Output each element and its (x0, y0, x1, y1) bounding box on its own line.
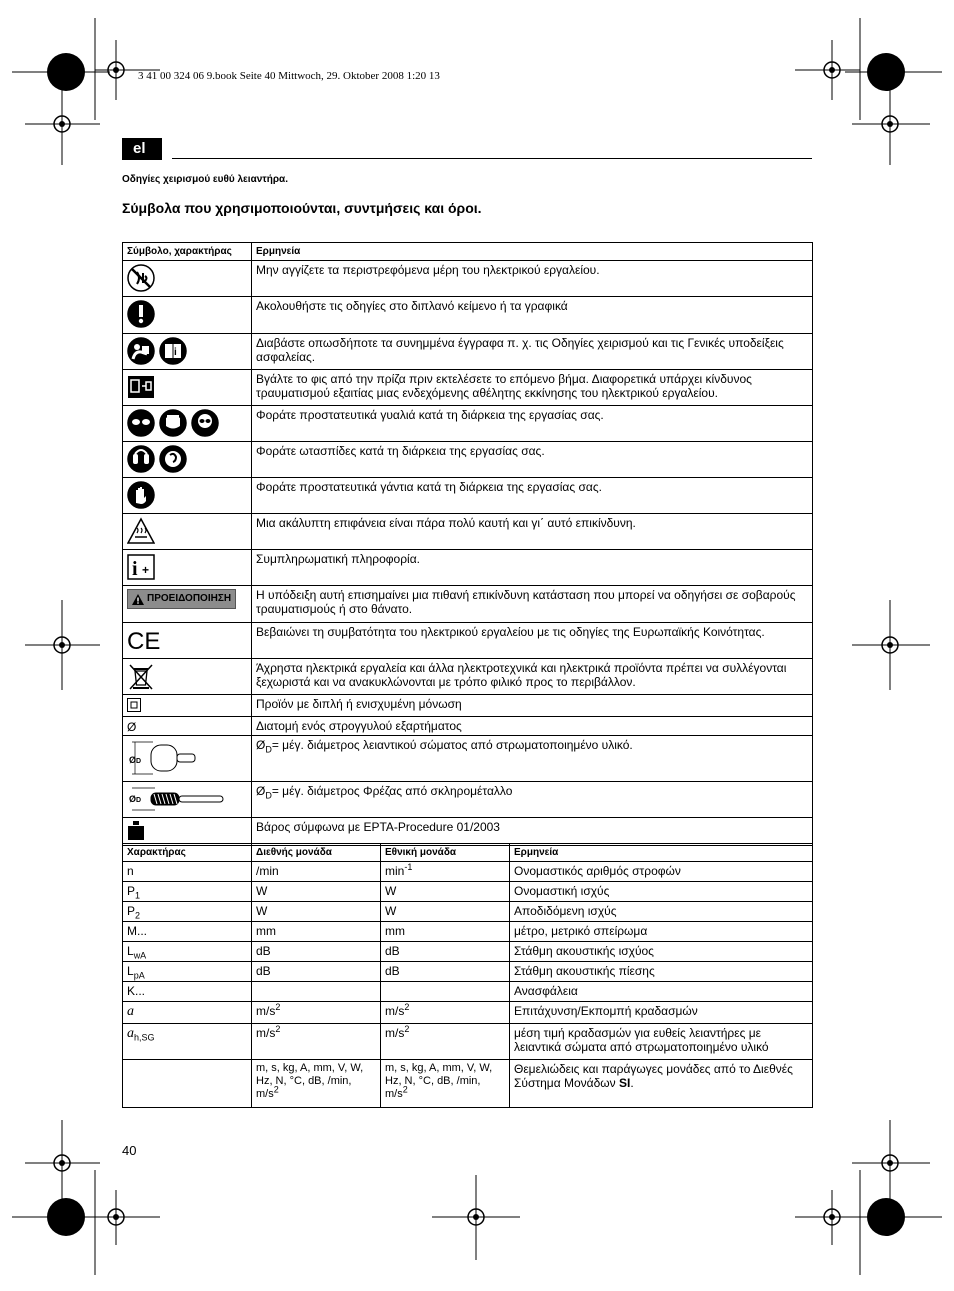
header-rule (172, 158, 812, 159)
symbol-cell (123, 586, 252, 623)
national-unit: W (385, 904, 397, 918)
meaning-text: Φοράτε προστατευτικά γάντια κατά τη διάρκεια της εργασίας σας. (256, 480, 602, 494)
intl-unit-cell (252, 882, 381, 902)
svg-text:Ø: Ø (129, 755, 137, 765)
character-symbol: P (127, 884, 136, 898)
meaning-text: μέτρο, μετρικό σπείρωμα (514, 924, 648, 938)
meaning-cell (252, 736, 813, 782)
national-unit-sup: 2 (402, 1084, 408, 1095)
national-unit-cell (381, 1060, 510, 1108)
meaning-cell (252, 695, 813, 717)
meaning-cell (510, 1024, 813, 1060)
character-cell (123, 902, 252, 922)
meaning-text: Διατομή ενός στρογγυλού εξαρτήματος (256, 719, 462, 733)
national-unit-cell (381, 1024, 510, 1060)
weight-icon (127, 821, 145, 844)
national-unit: min (385, 864, 405, 878)
meaning-cell (252, 261, 813, 297)
language-badge: el (122, 138, 162, 160)
meaning-cell (510, 942, 813, 962)
column-header-meaning: Ερμηνεία (252, 243, 813, 261)
meaning-text: = μέγ. διάμετρος λειαντικού σώματος από στρωματοποιημένο υλικό. (271, 738, 633, 752)
meaning-text: Άχρηστα ηλεκτρικά εργαλεία και άλλα ηλεκτροτεχνικά και ηλεκτρικά προϊόντα πρέπει να συλλέγονται ξεχωριστά και να ανακυκλώνονται με τρόπο φιλικό προς το περιβάλλον. (256, 661, 787, 689)
intl-unit: /min (256, 864, 279, 878)
table-row (123, 942, 813, 962)
meaning-text: Αποδιδόμενη ισχύς (514, 904, 617, 918)
intl-unit-cell (252, 942, 381, 962)
table-row (123, 882, 813, 902)
warning-triangle-icon (132, 594, 144, 605)
carbide-cutter-icon (127, 785, 227, 816)
national-unit-sup: -1 (404, 862, 413, 872)
meaning-cell (252, 442, 813, 478)
intl-unit: m, s, kg, A, mm, V, W, Hz, N, °C, dB, /min, m/s (256, 1062, 364, 1100)
meaning-cell (252, 659, 813, 695)
weee-bin-icon (127, 662, 155, 693)
symbol-cell (123, 659, 252, 695)
national-unit: dB (385, 964, 400, 978)
national-unit-cell (381, 862, 510, 882)
table-row (123, 1060, 813, 1108)
page-number: 40 (122, 1143, 137, 1158)
intl-unit: mm (256, 924, 276, 938)
meaning-text: Επιτάχυνση/Εκπομπή κραδασμών (514, 1004, 698, 1018)
meaning-cell (252, 550, 813, 586)
national-unit: m, s, kg, A, mm, V, W, Hz, N, °C, dB, /min, m/s (385, 1062, 493, 1100)
meaning-text: Στάθμη ακουστικής πίεσης (514, 964, 655, 978)
unplug-icon (127, 373, 155, 404)
national-unit-cell (381, 922, 510, 942)
symbol-cell (123, 297, 252, 334)
meaning-text: Στάθμη ακουστικής ισχύος (514, 944, 654, 958)
meaning-text: Ονομαστικός αριθμός στροφών (514, 864, 681, 878)
meaning-text: = μέγ. διάμετρος Φρέζας από σκληρομέταλλο (271, 784, 513, 798)
symbol-cell (123, 695, 252, 717)
meaning-text: Διαβάστε οπωσδήποτε τα συνημμένα έγγραφα π. χ. τις Οδηγίες χειρισμού και τις Γενικές υποδείξεις ασφαλείας. (256, 336, 784, 364)
character-symbol: K... (127, 984, 146, 998)
symbol-cell (123, 514, 252, 550)
svg-text:CE: CE (127, 628, 161, 654)
table-row (123, 1024, 813, 1060)
national-unit-sup: 2 (404, 1024, 410, 1034)
goggles-icon (127, 409, 155, 440)
grinding-body-icon (127, 739, 197, 780)
character-symbol: a (127, 1026, 134, 1041)
table-row (123, 736, 813, 782)
meaning-cell (252, 782, 813, 818)
read-manual-icon (127, 337, 155, 368)
info-plus-icon (127, 553, 155, 584)
column-header-character: Χαρακτήρας (123, 844, 252, 862)
meaning-text: Ακολουθήστε τις οδηγίες στο διπλανό κείμενο ή τα γραφικά (256, 299, 568, 313)
symbol-cell (123, 334, 252, 370)
meaning-cell (510, 922, 813, 942)
table-row (123, 1002, 813, 1024)
intl-unit-cell (252, 962, 381, 982)
column-header-symbol: Σύμβολο, χαρακτήρας (123, 243, 252, 261)
character-symbol: n (127, 864, 134, 878)
diameter-symbol: Ø (127, 720, 137, 734)
intl-unit: m/s (256, 1026, 276, 1040)
warning-label: ΠΡΟΕΙΔΟΠΟΙΗΣΗ (147, 593, 232, 604)
table-row (123, 717, 813, 736)
character-subscript: h,SG (134, 1032, 155, 1043)
national-unit: dB (385, 944, 400, 958)
symbol-cell (123, 623, 252, 659)
meaning-cell (510, 1002, 813, 1024)
national-unit-cell (381, 902, 510, 922)
character-subscript: 2 (135, 910, 141, 921)
meaning-cell (252, 717, 813, 736)
character-subscript: pA (133, 970, 145, 981)
national-unit: W (385, 884, 397, 898)
table-row (123, 406, 813, 442)
meaning-cell (510, 1060, 813, 1108)
character-cell (123, 862, 252, 882)
exclamation-icon (127, 300, 155, 331)
intl-unit-sup: 2 (275, 1024, 281, 1034)
character-symbol: L (127, 964, 134, 978)
meaning-text: Βγάλτε το φις από την πρίζα πριν εκτελέσετε το επόμενο βήμα. Διαφορετικά υπάρχει κίνδυνος τραυματισμού εξαιτίας μιας ενδεχόμενης αθέλητης εκκίνησης του ηλεκτρικού εργαλείου. (256, 372, 752, 400)
svg-text:D: D (136, 797, 142, 804)
gloves-icon (127, 481, 155, 512)
diameter-symbol: Ø (256, 784, 266, 798)
national-unit-cell (381, 882, 510, 902)
book-header-line: 3 41 00 324 06 9.book Seite 40 Mittwoch, 29. Oktober 2008 1:20 13 (138, 70, 440, 82)
symbol-cell (123, 550, 252, 586)
character-symbol: P (127, 904, 136, 918)
intl-unit-cell (252, 1060, 381, 1108)
symbol-cell (123, 736, 252, 782)
meaning-end: . (630, 1076, 634, 1090)
meaning-cell (252, 370, 813, 406)
meaning-text: Προϊόν με διπλή ή ενισχυμένη μόνωση (256, 697, 462, 711)
svg-text:Ø: Ø (129, 794, 137, 804)
symbol-cell (123, 442, 252, 478)
symbol-cell (123, 261, 252, 297)
intl-unit-sup: 2 (275, 1002, 281, 1012)
table-row (123, 659, 813, 695)
meaning-cell (252, 478, 813, 514)
book-info-icon (159, 337, 187, 368)
svg-text:i: i (132, 558, 138, 580)
table-row (123, 782, 813, 818)
ear-protection-icon (159, 445, 187, 476)
national-unit: m/s (385, 1004, 405, 1018)
character-cell (123, 922, 252, 942)
diameter-subscript: D (265, 790, 272, 801)
symbol-cell (123, 782, 252, 818)
intl-unit-cell (252, 1002, 381, 1024)
table-row (123, 586, 813, 623)
intl-unit: dB (256, 964, 271, 978)
meaning-text: Βεβαιώνει τη συμβατότητα του ηλεκτρικού εργαλείου με τις οδηγίες της Ευρωπαϊκής Κοινότητας. (256, 625, 765, 639)
intl-unit-cell (252, 922, 381, 942)
table-row (123, 478, 813, 514)
intl-unit: W (256, 904, 268, 918)
meaning-cell (252, 586, 813, 623)
ce-mark-icon (127, 626, 161, 657)
table-row (123, 962, 813, 982)
column-header-intl-unit: Διεθνής μονάδα (252, 844, 381, 862)
national-unit-cell (381, 962, 510, 982)
table-row (123, 922, 813, 942)
character-cell (123, 982, 252, 1002)
national-unit-cell (381, 982, 510, 1002)
meaning-cell (252, 818, 813, 846)
table-row (123, 550, 813, 586)
hot-surface-icon (127, 517, 155, 548)
table-row (123, 695, 813, 717)
meaning-cell (510, 902, 813, 922)
no-touch-rotating-icon (127, 264, 155, 295)
table-row (123, 862, 813, 882)
table-row (123, 370, 813, 406)
meaning-cell (252, 623, 813, 659)
table-row (123, 818, 813, 846)
intl-unit-sup: 2 (273, 1084, 279, 1095)
character-symbol: a (127, 1004, 134, 1019)
table-header-row (123, 844, 813, 862)
meaning-text: μέση τιμή κραδασμών για ευθείς λειαντήρες με λειαντικά σώματα από στρωματοποιημένο υλικό (514, 1026, 769, 1054)
svg-text:+: + (142, 563, 150, 577)
intl-unit-cell (252, 982, 381, 1002)
character-cell (123, 1002, 252, 1024)
si-abbrev: SI (619, 1076, 631, 1090)
meaning-text: Βάρος σύμφωνα με EPTA-Procedure 01/2003 (256, 820, 500, 834)
table-row (123, 442, 813, 478)
character-cell (123, 1060, 252, 1108)
double-insulation-icon (127, 698, 141, 715)
national-unit: mm (385, 924, 405, 938)
character-subscript: 1 (135, 890, 141, 901)
meaning-cell (510, 982, 813, 1002)
meaning-cell (510, 862, 813, 882)
character-symbol: M... (127, 924, 147, 938)
ear-muffs-icon (127, 445, 155, 476)
character-cell (123, 882, 252, 902)
symbols-table (122, 242, 813, 846)
symbol-cell (123, 370, 252, 406)
safety-glasses-icon (191, 409, 219, 440)
intl-unit: W (256, 884, 268, 898)
warning-badge (127, 589, 236, 609)
diameter-subscript: D (265, 744, 272, 755)
meaning-text: Ονομαστική ισχύς (514, 884, 610, 898)
table-row (123, 982, 813, 1002)
symbol-cell (123, 406, 252, 442)
svg-text:D: D (136, 758, 142, 765)
table-row (123, 334, 813, 370)
meaning-cell (510, 962, 813, 982)
meaning-text: Μην αγγίζετε τα περιστρεφόμενα μέρη του ηλεκτρικού εργαλείου. (256, 263, 600, 277)
table-header-row (123, 243, 813, 261)
meaning-cell (252, 514, 813, 550)
table-row (123, 623, 813, 659)
svg-text:i: i (174, 347, 177, 358)
meaning-text: Η υπόδειξη αυτή επισημαίνει μια πιθανή επικίνδυνη κατάσταση που μπορεί να οδηγήσει σε σοβαρούς τραυματισμούς ή στο θάνατο. (256, 588, 796, 616)
diameter-symbol: Ø (256, 738, 266, 752)
meaning-cell (252, 406, 813, 442)
column-header-national-unit: Εθνική μονάδα (381, 844, 510, 862)
table-row (123, 902, 813, 922)
character-subscript: wA (133, 950, 147, 961)
meaning-text: Μια ακάλυπτη επιφάνεια είναι πάρα πολύ καυτή και γι΄ αυτό επικίνδυνη. (256, 516, 636, 530)
document-subtitle: Οδηγίες χειρισμού ευθύ λειαντήρα. (122, 174, 288, 185)
intl-unit: m/s (256, 1004, 276, 1018)
national-unit-sup: 2 (404, 1002, 410, 1012)
character-cell (123, 1024, 252, 1060)
face-shield-icon (159, 409, 187, 440)
symbol-cell (123, 478, 252, 514)
national-unit: m/s (385, 1026, 405, 1040)
character-cell (123, 962, 252, 982)
meaning-text: Θεμελιώδεις και παράγωγες μονάδες από το Διεθνές Σύστημα Μονάδων (514, 1062, 793, 1090)
units-table (122, 843, 813, 1108)
national-unit-cell (381, 942, 510, 962)
section-title: Σύμβολα που χρησιμοποιούνται, συντμήσεις και όροι. (122, 200, 482, 216)
table-row (123, 261, 813, 297)
meaning-text: Συμπληρωματική πληροφορία. (256, 552, 420, 566)
symbol-cell (123, 818, 252, 846)
meaning-text: Ανασφάλεια (514, 984, 578, 998)
character-symbol: L (127, 944, 134, 958)
table-row (123, 514, 813, 550)
meaning-text: Φοράτε προστατευτικά γυαλιά κατά τη διάρκεια της εργασίας σας. (256, 408, 604, 422)
meaning-cell (252, 334, 813, 370)
column-header-meaning: Ερμηνεία (510, 844, 813, 862)
character-cell (123, 942, 252, 962)
table-row (123, 297, 813, 334)
meaning-text: Φοράτε ωτασπίδες κατά τη διάρκεια της εργασίας σας. (256, 444, 545, 458)
intl-unit-cell (252, 902, 381, 922)
intl-unit: dB (256, 944, 271, 958)
national-unit-cell (381, 1002, 510, 1024)
meaning-cell (252, 297, 813, 334)
meaning-cell (510, 882, 813, 902)
symbol-cell (123, 717, 252, 736)
intl-unit-cell (252, 862, 381, 882)
intl-unit-cell (252, 1024, 381, 1060)
